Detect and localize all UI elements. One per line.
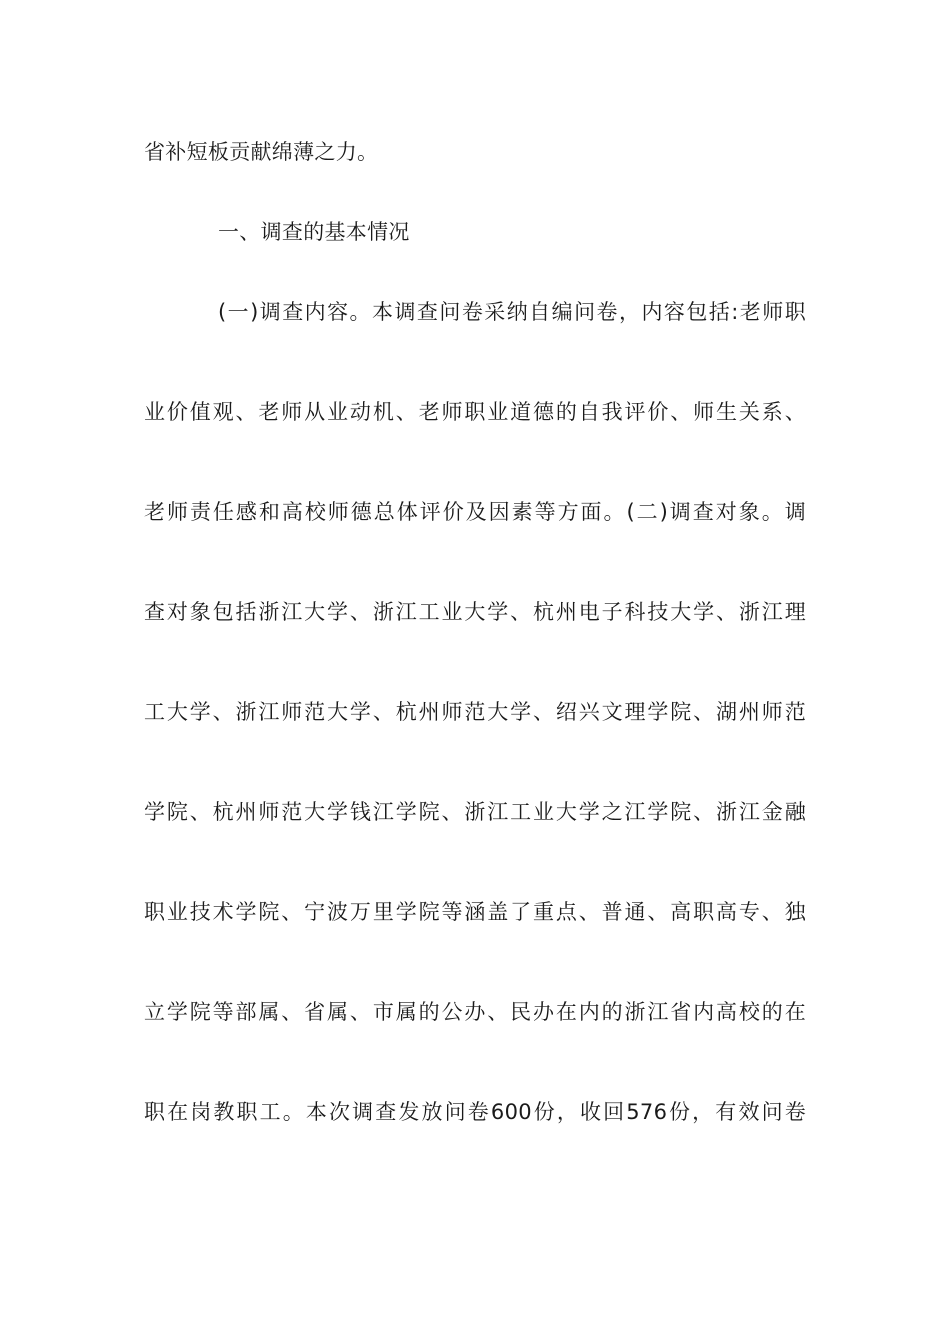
paragraph-line: 职在岗教职工。本次调查发放问卷600份，收回576份，有效问卷 (144, 1100, 806, 1124)
paragraph-line: 业价值观、老师从业动机、老师职业道德的自我评价、师生关系、 (144, 400, 806, 424)
paragraph-line: 职业技术学院、宁波万里学院等涵盖了重点、普通、高职高专、独 (144, 900, 806, 924)
paragraph-line: 立学院等部属、省属、市属的公办、民办在内的浙江省内高校的在 (144, 1000, 806, 1024)
paragraph-line: 老师责任感和高校师德总体评价及因素等方面。(二)调查对象。调 (144, 500, 806, 524)
paragraph-line-continuation: 省补短板贡献绵薄之力。 (144, 140, 379, 164)
paragraph-line: (一)调查内容。本调查问卷采纳自编问卷，内容包括:老师职 (218, 300, 806, 324)
paragraph-line: 查对象包括浙江大学、浙江工业大学、杭州电子科技大学、浙江理 (144, 600, 806, 624)
section-heading: 一、调查的基本情况 (218, 220, 410, 244)
paragraph-line: 学院、杭州师范大学钱江学院、浙江工业大学之江学院、浙江金融 (144, 800, 806, 824)
paragraph-line: 工大学、浙江师范大学、杭州师范大学、绍兴文理学院、湖州师范 (144, 700, 806, 724)
